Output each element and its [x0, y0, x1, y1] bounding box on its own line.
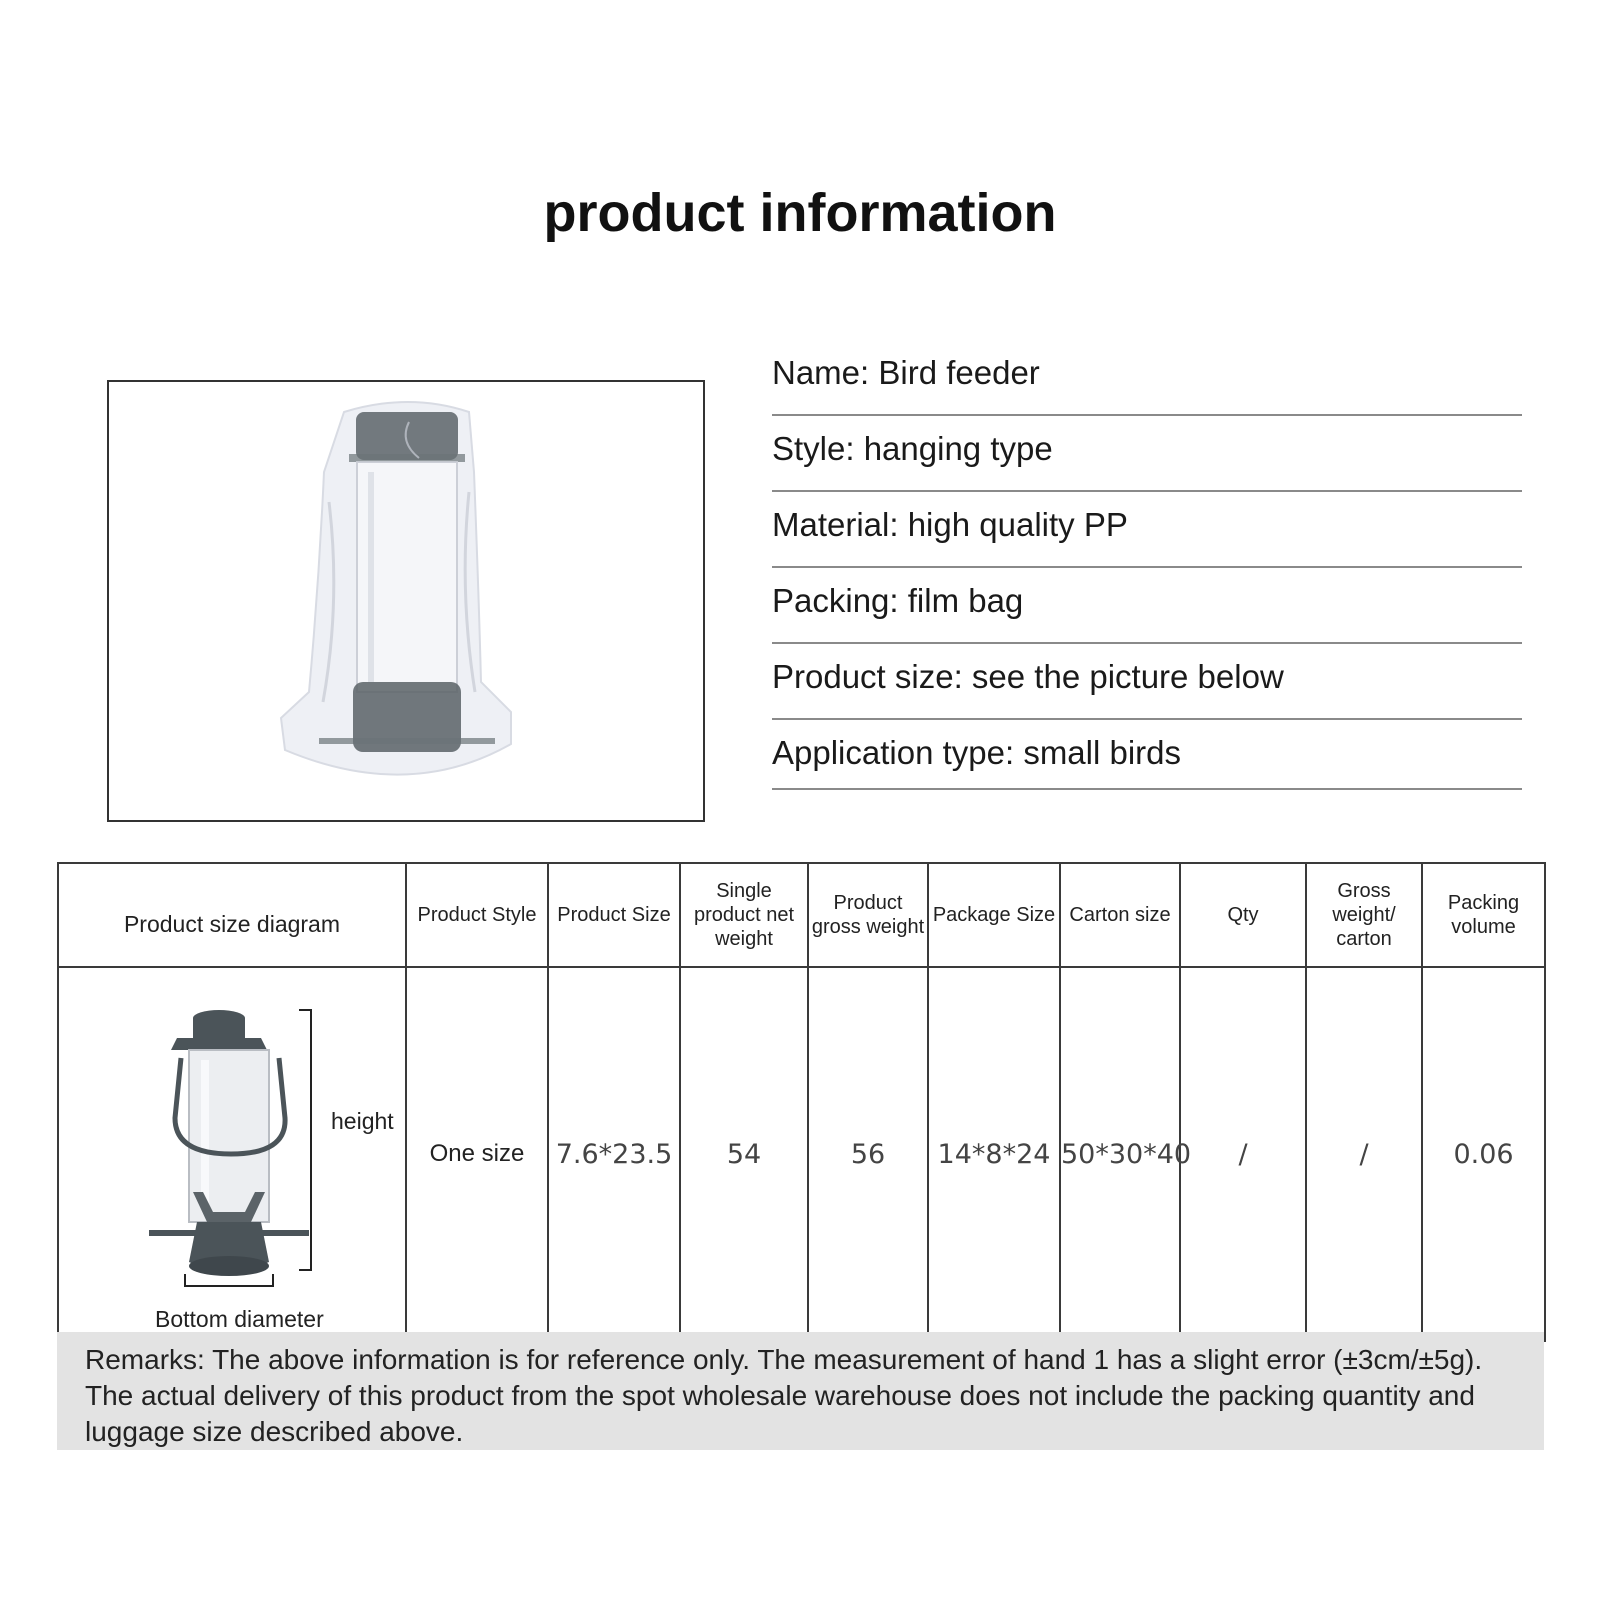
spec-product-size: Product size: see the picture below [772, 644, 1522, 720]
cell-size: 7.6*23.5 [548, 967, 680, 1341]
cell-net-weight: 54 [680, 967, 808, 1341]
cell-gross-weight-carton: / [1306, 967, 1422, 1341]
size-diagram-cell [58, 967, 406, 1341]
spec-packing: Packing: film bag [772, 568, 1522, 644]
page-title: product information [543, 183, 1057, 243]
header-gross-weight: Product gross weight [808, 863, 928, 967]
cell-gross-weight: 56 [808, 967, 928, 1341]
header-carton-size: Carton size [1060, 863, 1180, 967]
header-gross-weight-carton: Gross weight/ carton [1306, 863, 1422, 967]
header-qty: Qty [1180, 863, 1306, 967]
spec-list [772, 340, 1522, 790]
header-package-size: Package Size [928, 863, 1060, 967]
remarks-note: Remarks: The above information is for reference only. The measurement of hand 1 has a slight error (±3cm/±5g). The actual delivery of this product from the spot wholesale warehouse does not include the packing quantity and luggage size described above. [57, 1332, 1544, 1450]
height-label: height [331, 1108, 394, 1134]
header-packing-volume: Packing volume [1422, 863, 1545, 967]
bagged-feeder-image [109, 382, 703, 820]
cell-packing-volume: 0.06 [1422, 967, 1545, 1341]
cell-carton-size: 50*30*40 [1060, 967, 1180, 1341]
header-net-weight: Single product net weight [680, 863, 808, 967]
spec-style: Style: hanging type [772, 416, 1522, 492]
cell-style: One size [406, 967, 548, 1341]
cell-qty: / [1180, 967, 1306, 1341]
cell-package-size: 14*8*24 [928, 967, 1060, 1341]
size-diagram [59, 968, 405, 1340]
header-size: Product Size [548, 863, 680, 967]
table-row [58, 967, 1545, 1341]
product-photo [107, 380, 705, 822]
bottom-diameter-label: Bottom diameter [155, 1306, 324, 1332]
spec-name: Name: Bird feeder [772, 340, 1522, 416]
spec-application: Application type: small birds [772, 720, 1522, 790]
table-header-row [58, 863, 1545, 967]
header-diagram: Product size diagram [58, 863, 406, 967]
product-info-table [57, 862, 1546, 1342]
header-style: Product Style [406, 863, 548, 967]
feeder-diagram-image [59, 968, 405, 1340]
spec-material: Material: high quality PP [772, 492, 1522, 568]
